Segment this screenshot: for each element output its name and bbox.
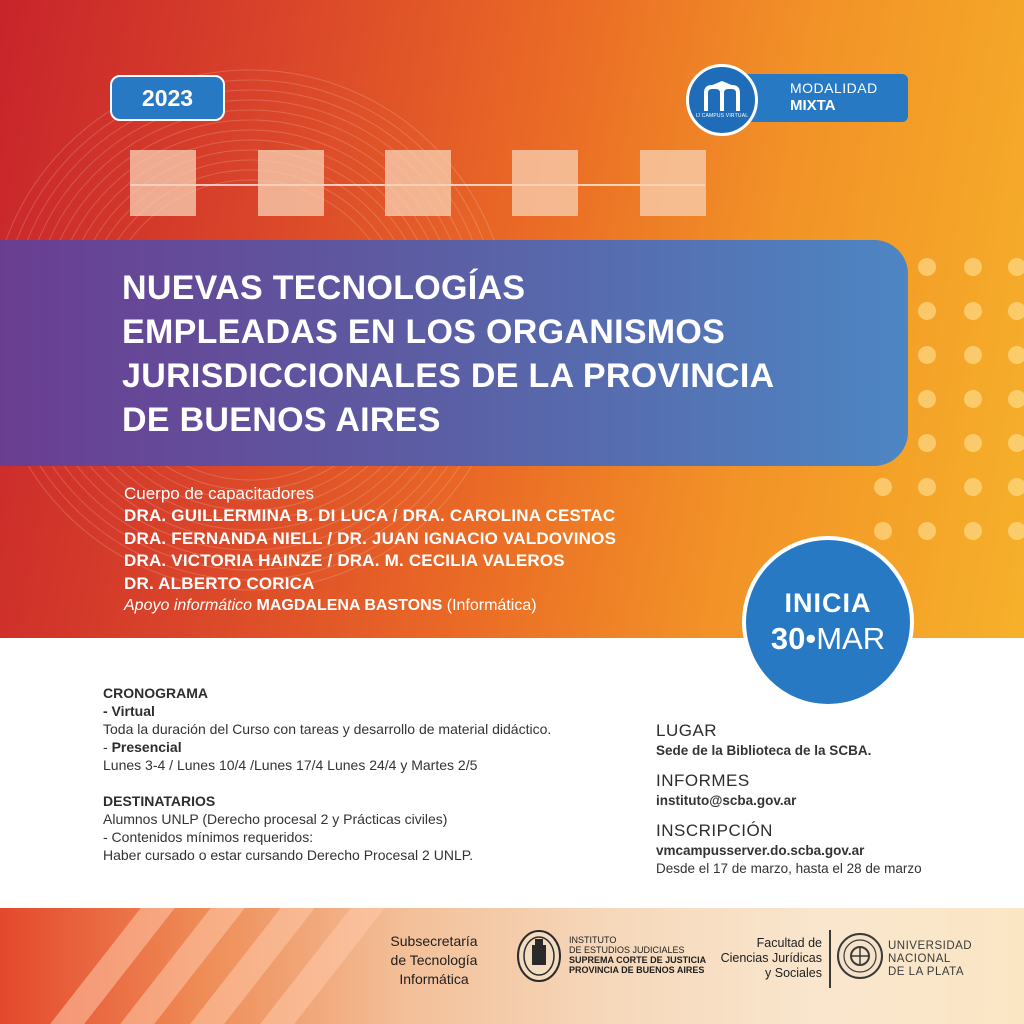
trainers-section <box>124 483 616 617</box>
trainer-name: DR. ALBERTO CORICA <box>124 573 315 593</box>
subsecretaria-logo <box>372 932 496 989</box>
support-role: (Informática) <box>446 597 537 614</box>
campus-logo-text: IJ CAMPUS VIRTUAL <box>695 113 749 119</box>
course-title <box>122 266 892 442</box>
trainer-name: DRA. GUILLERMINA B. DI LUCA / DRA. CAROLINA CESTAC <box>124 506 616 525</box>
iej-seal-icon <box>516 929 562 983</box>
decorative-square <box>130 150 196 216</box>
trainer-name: DRA. FERNANDA NIELL / DR. JUAN IGNACIO VALDOVINOS <box>124 528 617 548</box>
facultad-line: Facultad de <box>756 936 822 950</box>
unlp-line: UNIVERSIDAD <box>888 940 973 952</box>
presencial-text: Lunes 3-4 / Lunes 10/4 /Lunes 17/4 Lunes 24/4 y Martes 2/5 <box>103 757 478 773</box>
iej-logo-text <box>569 935 706 975</box>
place-value: Sede de la Biblioteca de la SCBA. <box>656 743 872 758</box>
start-month: MAR <box>816 620 886 656</box>
modality-tag <box>740 74 908 122</box>
schedule-section <box>103 684 643 864</box>
reports-email-link[interactable]: instituto@scba.gov.ar <box>656 793 797 808</box>
support-name: MAGDALENA BASTONS <box>256 597 443 614</box>
subsecretaria-line: Subsecretaría <box>390 933 478 949</box>
start-separator: • <box>805 620 817 656</box>
iej-line: INSTITUTO <box>569 935 617 945</box>
start-label: INICIA <box>784 587 872 618</box>
decorative-square <box>385 150 451 216</box>
presencial-row <box>103 738 643 756</box>
graduation-cap-icon <box>702 81 742 115</box>
unlp-line: NACIONAL <box>888 953 951 965</box>
signup-url-link[interactable]: vmcampusserver.do.scba.gov.ar <box>656 843 865 858</box>
audience-line: Alumnos UNLP (Derecho procesal 2 y Prácticas civiles) <box>103 811 448 827</box>
audience-line: - Contenidos mínimos requeridos: <box>103 829 314 845</box>
start-date-badge <box>742 536 914 708</box>
iej-line: SUPREMA CORTE DE JUSTICIA <box>569 955 707 965</box>
unlp-seal-icon <box>836 932 884 980</box>
decorative-square <box>258 150 324 216</box>
presencial-prefix: - <box>103 739 112 755</box>
reports-heading: INFORMES <box>656 771 750 790</box>
year-badge: 2023 <box>110 75 225 121</box>
modality-value: MIXTA <box>790 97 836 114</box>
title-line: DE BUENOS AIRES <box>122 401 441 439</box>
virtual-label: - Virtual <box>103 703 155 719</box>
audience-heading: DESTINATARIOS <box>103 793 216 809</box>
virtual-text: Toda la duración del Curso con tareas y desarrollo de material didáctico. <box>103 721 552 737</box>
signup-heading: INSCRIPCIÓN <box>656 821 773 840</box>
trainer-name: DRA. VICTORIA HAINZE / DRA. M. CECILIA VALEROS <box>124 551 565 570</box>
start-date <box>771 621 885 657</box>
unlp-line: DE LA PLATA <box>888 966 965 978</box>
subsecretaria-line: Informática <box>399 971 469 987</box>
place-heading: LUGAR <box>656 721 718 740</box>
signup-note: Desde el 17 de marzo, hasta el 28 de marzo <box>656 861 922 876</box>
subsecretaria-line: de Tecnología <box>390 952 478 968</box>
unlp-logo-text <box>888 940 972 979</box>
start-day: 30 <box>770 620 806 656</box>
facultad-line: Ciencias Jurídicas <box>720 951 822 965</box>
footer-divider <box>829 930 831 988</box>
audience-line: Haber cursado o estar cursando Derecho Procesal 2 UNLP. <box>103 847 474 863</box>
decorative-square <box>512 150 578 216</box>
title-line: JURISDICCIONALES DE LA PROVINCIA <box>122 357 775 395</box>
contact-section <box>656 720 996 878</box>
facultad-logo-text <box>712 936 822 981</box>
iej-line: DE ESTUDIOS JUDICIALES <box>569 945 685 955</box>
presencial-label: Presencial <box>111 739 182 755</box>
campus-virtual-logo <box>686 64 758 136</box>
schedule-heading: CRONOGRAMA <box>103 685 208 701</box>
title-line: NUEVAS TECNOLOGÍAS <box>122 269 526 307</box>
support-line <box>124 595 616 617</box>
decorative-square <box>640 150 706 216</box>
support-label: Apoyo informático <box>124 597 253 614</box>
iej-line: PROVINCIA DE BUENOS AIRES <box>569 965 705 975</box>
title-line: EMPLEADAS EN LOS ORGANISMOS <box>122 313 726 351</box>
facultad-line: y Sociales <box>765 966 822 980</box>
trainers-caption: Cuerpo de capacitadores <box>124 484 314 503</box>
modality-label: MODALIDAD <box>790 80 878 96</box>
